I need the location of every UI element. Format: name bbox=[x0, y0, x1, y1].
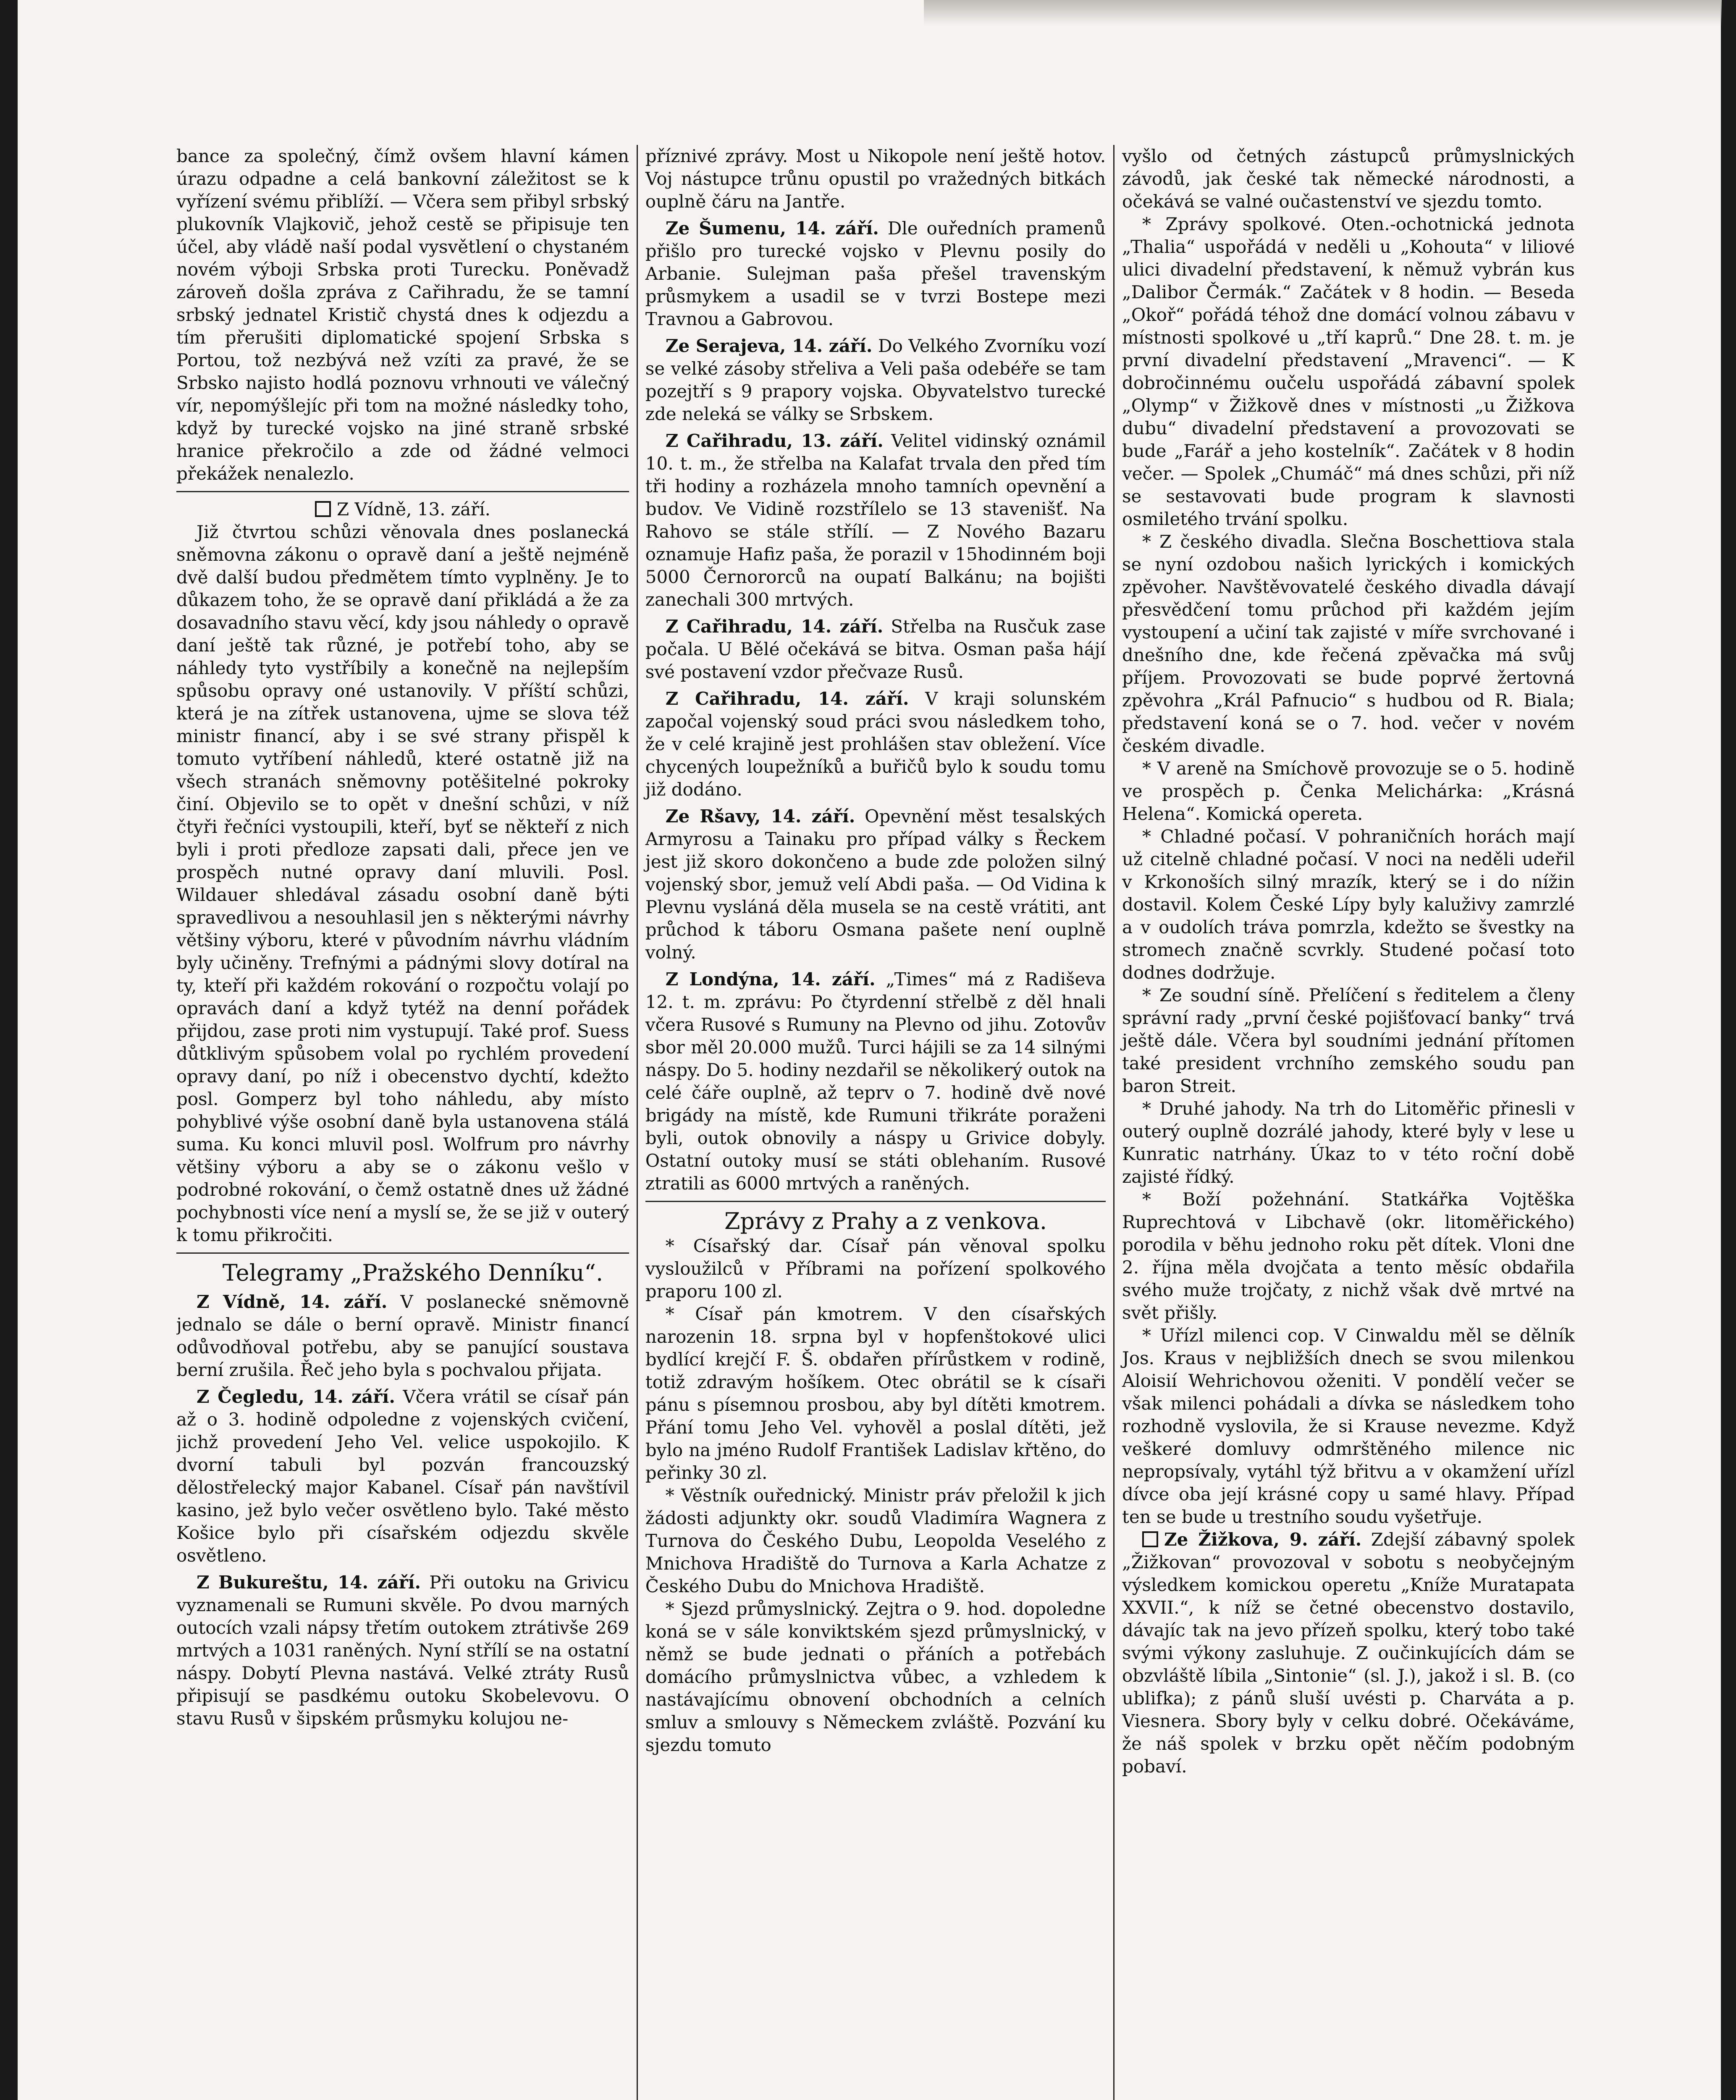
scan-edge-right bbox=[1721, 0, 1736, 2100]
telegram-item: Z Londýna, 14. září. „Times“ má z Radiševa 12. t. m. zprávu: Po čtyrdenní střelbě z děl hnali včera Rusové s Rumuny na Plevno od jihu. Zotovův sbor měl 20.000 mužů. Turci hájili se za 14 silnými náspy. Do 5. hodiny nezdařil se několikerý outok na celé čáře ouplně, až teprv o 7. hodině dvě nové brigády na místě, kde Rumuni třikráte poraženi byli, outok obnovily a náspy u Grivice dobyly. Ostatní outoky musí se státi oblehaním. Rusové ztratili as 6000 mrtvých a raněných. bbox=[645, 969, 1106, 1194]
column-3 bbox=[1115, 145, 1575, 2100]
news-item: * Zprávy spolkové. Oten.-ochotnická jednota „Thalia“ uspořádá v neděli u „Kohouta“ v liliové ulici divadelní představení, k němuž vybrán kus „Dalibor Čermák.“ Začátek v 8 hodin. — Beseda „Okoř“ pořádá téhož dne domácí volnou zábavu v místnosti spolkové u „tří kaprů.“ Dne 28. t. m. je první divadelní představení „Mravenci“. — K dobročinnému oučelu uspořádá zábavní spolek „Olymp“ v Žižkově dnes v místnosti „u Žižkova dubu“ divadelní představení a provozovati se bude „Farář a jeho kostelník“. Začátek v 8 hodin večer. — Spolek „Chumáč“ má dnes schůzi, při níž se sestavovati bude program k slavnosti osmiletého trvání spolku. bbox=[1122, 214, 1575, 529]
news-item: Ze Žižkova, 9. září. Zdejší zábavný spolek „Žižkovan“ provozoval v sobotu s neobyčejným výsledkem komickou operetu „Kníže Muratapata XXVII.“, k níž se četné obecenstvo dostavilo, dávajíc tak na jevo přízeň spolku, který tobo také svými výkony zasluhuje. Z oučinkujících dám se obzvláště líbila „Sintonie“ (sl. J.), jakož i sl. B. (co ublifka); z pánů sluší uvésti p. Charváta a p. Viesnera. Sbory byly v celku dobré. Očekáváme, že náš spolek v brzku opět něčím podobným pobaví. bbox=[1122, 1529, 1575, 1777]
news-item: * Císařský dar. Císař pán věnoval spolku vysloužilců v Příbrami na pořízení spolkového praporu 100 zl. bbox=[645, 1236, 1106, 1302]
news-item: * Sjezd průmyslnický. Zejtra o 9. hod. dopoledne koná se v sále konviktském sjezd průmyslnický, v němž se bude jednati o přáních a potřebách domácího průmyslnictva vůbec, a vzhledem k nastávajícímu obnovení obchodních a celních smluv a smlouvy s Německem zvláště. Pozvání ku sjezdu tomuto bbox=[645, 1599, 1106, 1755]
column-1 bbox=[176, 145, 637, 2100]
telegram-item: Ze Serajeva, 14. září. Do Velkého Zvorníku vozí se velké zásoby střeliva a Veli paša odebéře se tam pozejtří s 9 prapory vojska. Obyvatelstvo turecké zde neleká se války se Srbskem. bbox=[645, 336, 1106, 424]
section-heading: Zprávy z Prahy a z venkova. bbox=[724, 1208, 1047, 1234]
telegram-item: Z Bukureštu, 14. září. Při outoku na Grivicu vyznamenali se Rumuni skvěle. Po dvou marných outocích vzali nápsy třetím outokem ztrátivše 269 mrtvých a 1031 raněných. Nyní střílí se na ostatní náspy. Dobytí Plevna nastává. Velké ztráty Rusů připisují se pasdkému outoku Skobelevovu. O stavu Rusů v šipském průsmyku kolujou ne- bbox=[176, 1572, 629, 1729]
divider bbox=[176, 491, 629, 492]
article-text: bance za společný, čímž ovšem hlavní kámen úrazu odpadne a celá bankovní záležitost se k vyřízení svému přiblíží. — Včera sem přibyl srbský plukovník Vlajkovič, jehož cestě se připisuje ten účel, aby vládě naší podal vysvětlení o chystaném novém výboji Srbska proti Turecku. Poněvadž zároveň došla zpráva z Cařihradu, že se tamní srbský jednatel Kristič chystá dnes k odjezdu a tím přerušiti diplomatické spojení Srbska s Portou, tož nezbývá než vzíti za pravé, že se Srbsko najisto hodlá poznovu vrhnouti ve válečný vír, nepomýšlejíc při tom na možné následky toho, když by turecké vojsko na jiné straně srbské hranice překročilo a zde od žádné velmoci překážek nenalezlo. bbox=[176, 146, 629, 484]
news-item: * Císař pán kmotrem. V den císařských narozenin 18. srpna byl v hopfenštokové ulici bydlící krejčí F. Š. obdařen přírůstkem v rodině, totiž zdravým hošíkem. Otec obrátil se k císaři pánu s písemnou prosbou, aby byl dítěti kmotrem. Přání tomu Jeho Vel. vyhověl a poslal dítěti, jež bylo na jméno Rudolf František Ladislav křtěno, do peřinky 30 zl. bbox=[645, 1304, 1106, 1483]
news-item: * Ze soudní síně. Přelíčení s ředitelem a členy správní rady „první české pojišťovací banky“ trvá ještě dále. Včera byl soudními jednání přítomen také president vrchního zemského soudu pan baron Streit. bbox=[1122, 985, 1575, 1096]
scan-shadow bbox=[924, 0, 1722, 25]
news-item: * V areně na Smíchově provozuje se o 5. hodině ve prospěch p. Čenka Melichárka: „Krásná Helena“. Komická opereta. bbox=[1122, 758, 1575, 824]
divider bbox=[645, 1201, 1106, 1202]
telegram-item: Z Cařihradu, 13. září. Velitel vidinský oznámil 10. t. m., že střelba na Kalafat trvala den před tím tři hodiny a rozházela mnoho tamních opevnění a budov. Ve Vidině rozstřílelo se 13 stavenišť. Na Rahovo se stále střílí. — Z Nového Bazaru oznamuje Hafiz paša, že porazil v 15hodinném boji 5000 Černororců na oupatí Balkánu; na bojišti zanechali 300 mrtvých. bbox=[645, 430, 1106, 610]
square-bullet-icon bbox=[1142, 1531, 1158, 1547]
news-item: vyšlo od četných zástupců průmyslnických závodů, jak české tak německé národnosti, a očekává se valné oučastenství ve sjezdu tomto. bbox=[1122, 146, 1575, 212]
telegram-item: Z Cařihradu, 14. září. V kraji solunském započal vojenský soud práci svou následkem toho, že v celé krajině jest prohlášen stav obležení. Více chycených loupežníků a buřičů bylo k soudu tomu již dodáno. bbox=[645, 688, 1106, 800]
news-item: * Chladné počasí. V pohraničních horách mají už citelně chladné počasí. V noci na neděli udeřil v Krkonoších silný mrazík, který se i do nížin dostavil. Kolem České Lípy byly kaluživy zamrzlé a v oudolích tráva pomrzla, kdežto se švestky na stromech značně scvrkly. Studené počasí toto dodnes dodržuje. bbox=[1122, 826, 1575, 983]
square-bullet-icon bbox=[315, 501, 331, 517]
news-item: * Druhé jahody. Na trh do Litoměřic přinesli v outerý ouplně dozrálé jahody, které byly v lese u Kunratic natrhány. Úkaz to v této roční době zajisté řídký. bbox=[1122, 1098, 1575, 1187]
article-text: příznivé zprávy. Most u Nikopole není ještě hotov. Voj nástupce trůnu opustil po vražedných bitkách ouplně čáru na Jantře. bbox=[645, 146, 1106, 212]
news-item: * Uřízl milenci cop. V Cinwaldu měl se dělník Jos. Kraus v nejbližších dnech se svou milenkou Aloisií Wehrichovou oženiti. V pondělí večer se však milenci pohádali a dívka se následkem toho rozhodně vyslovila, že si Krause nevezme. Když veškeré domluvy odmrštěného milence nic nepropsívaly, vytáhl týž břitvu a v okamžení uřízl dívce oba její krásné copy u samé hlavy. Případ ten se bude u trestního soudu vyšetřuje. bbox=[1122, 1325, 1575, 1527]
divider bbox=[176, 1252, 629, 1254]
telegram-item: Z Cařihradu, 14. září. Střelba na Rusčuk zase počala. U Bělé očekává se bitva. Osman paša hájí své postavení vzdor přečvaze Rusů. bbox=[645, 616, 1106, 682]
section-heading: Telegramy „Pražského Denníku“. bbox=[222, 1260, 603, 1286]
telegram-item: Ze Šumenu, 14. září. Dle ouředních pramenů přišlo pro turecké vojsko v Plevnu posily do Arbanie. Sulejman paša přešel travenským průsmykem a usadil se v tvrzi Bostepe mezi Travnou a Gabrovou. bbox=[645, 218, 1106, 329]
news-item: * Věstník ouřednický. Ministr práv přeložil k jich žádosti adjunkty okr. soudů Vladimíra Wagnera z Turnova do Českého Dubu, Leopolda Veselého z Mnichova Hradiště do Turnova a Karla Achatze z Českého Dubu do Mnichova Hradiště. bbox=[645, 1485, 1106, 1596]
telegram-item: Ze Ršavy, 14. září. Opevnění měst tesalských Armyrosu a Tainaku pro případ války s Řeckem jest již skoro dokončeno a bude zde položen silný vojenský sbor, jemuž velí Abdi paša. — Od Vidina k Plevnu vysláná děla musela se na cestě vrátiti, ant průchod k táboru Osmana pašete není ouplně volný. bbox=[645, 806, 1106, 963]
article-text: Již čtvrtou schůzi věnovala dnes poslanecká sněmovna zákonu o opravě daní a ještě nejméně dvě další budou předmětem tímto vyplněny. Je to důkazem toho, že se opravě daní přikládá a že za dosavadního stavu věcí, kdy jsou náhledy o opravě daní ještě tak různé, je potřebí toho, aby se náhledy tyto vystříbily a konečně na nejlepším spůsobu opravy oné ustanovily. V příští schůzi, která je na zítřek ustanovena, ujme se slova též ministr financí, aby i se své strany přispěl k tomuto vytříbení náhledů, které ostatně již na všech stranách sněmovny potěšitelné pokroky činí. Objevilo se to opět v dnešní schůzi, v níž čtyři řečníci vystoupili, kteří, byť se někteří z nich byli i proti předloze zapsati dali, přece jen ve prospěch nutné opravy daní mluvili. Posl. Wildauer shledával zásadu osobní daně býti spravedlivou a nesouhlasil jen s některými návrhy většiny výboru, které v původním návrhu vládním byly učiněny. Trefnými a pádnými slovy dotíral na ty, kteří při každém rokování o rozpočtu volají po opravách daní a když tytéž na denní pořádek přijdou, zase proti nim vystupují. Také prof. Suess důtklivým spůsobem volal po rychlém provedení opravy daní, po níž i obecenstvo dychtí, kdežto posl. Gomperz byl toho náhledu, aby místo pohyblivé výše osobní daně byla ustanovena stálá suma. Ku konci mluvil posl. Wolfrum pro návrhy většiny výboru a aby se o zákonu vešlo v podrobné rokování, o čemž ostatně dnes už žádné pochybnosti více není a myslí se, že se již v outerý k tomu přikročiti. bbox=[176, 522, 629, 1245]
news-item: * Z českého divadla. Slečna Boschettiova stala se nyní ozdobou našich lyrických i komických zpěvoher. Navštěvovatelé českého divadla dávají přesvědčení tomu průchod při každém jejím vystoupení a učiní tak zajisté v míře svrchované i dnešního dne, kde řečená zpěvačka má svůj příjem. Provozovati se bude poprvé žertovná zpěvohra „Král Pafnucio“ s hudbou od R. Biala; představení koná se o 7. hod. večer v novém českém divadle. bbox=[1122, 531, 1575, 756]
telegram-item: Z Čegledu, 14. září. Včera vrátil se císař pán až o 3. hodině odpoledne z vojenských cvičení, jichž provedení Jeho Vel. velice uspokojilo. K dvorní tabuli byl pozván francouzský dělostřelecký major Kabanel. Císař pán navštívil kasino, jež bylo večer osvětleno bylo. Také město Košice bylo při císařském odjezdu skvěle osvětleno. bbox=[176, 1386, 629, 1566]
column-2 bbox=[638, 145, 1113, 2100]
scan-edge-left bbox=[0, 0, 18, 2100]
dateline-heading: Z Vídně, 13. září. bbox=[176, 498, 629, 521]
telegram-item: Z Vídně, 14. září. V poslanecké sněmovně jednalo se dále o berní opravě. Ministr financí odůvodňoval potřebu, aby se panující soustava berní zrušila. Řeč jeho byla s pochvalou přijata. bbox=[176, 1292, 629, 1380]
newspaper-page bbox=[176, 145, 1575, 2100]
news-item: * Boží požehnání. Statkářka Vojtěška Ruprechtová v Libchavě (okr. litoměřického) porodila v běhu jednoho roku pět dítek. Vloni dne 2. října měla dvojčata a tento měsíc obdařila svého muže trojčaty, z nichž však dvě mrtvé na svět přišly. bbox=[1122, 1189, 1575, 1323]
